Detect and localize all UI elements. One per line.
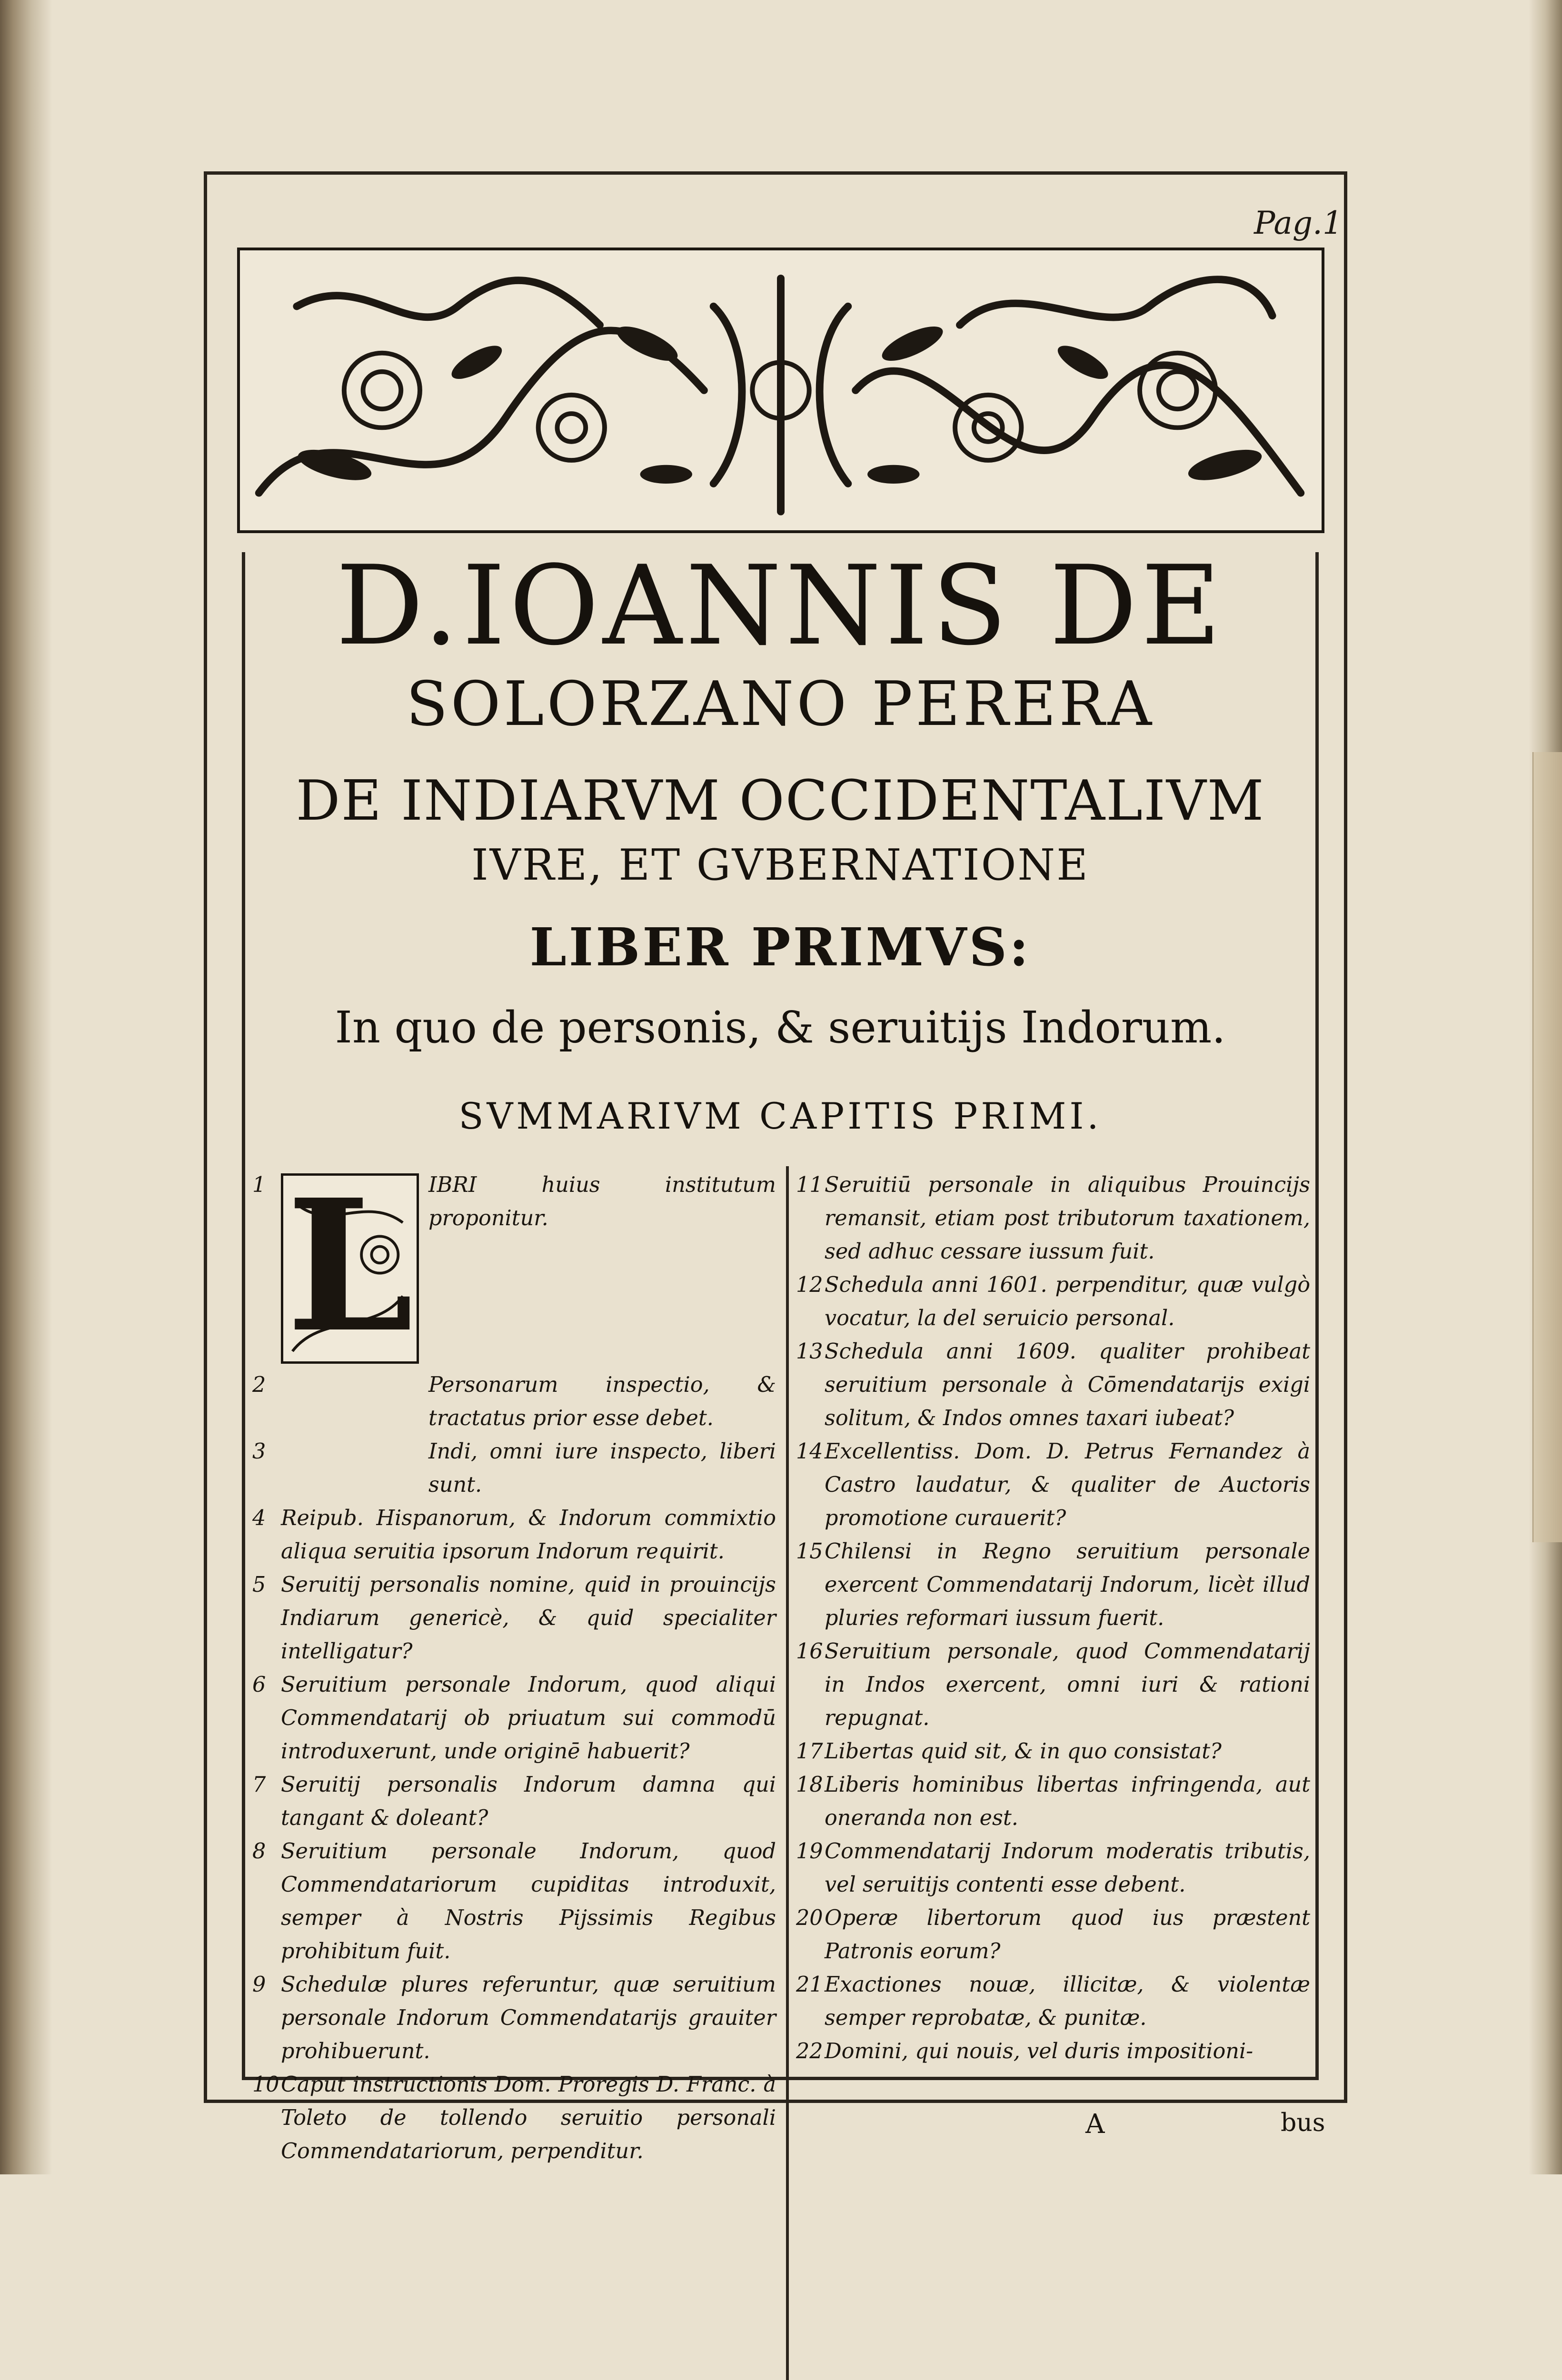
entry-number: 7 xyxy=(252,1773,266,1797)
summary-entry xyxy=(252,1568,776,1668)
summary-entry xyxy=(252,1835,776,1968)
entry-number: 20 xyxy=(796,1906,823,1930)
entry-number: 4 xyxy=(252,1506,266,1530)
entry-text: Seruitium personale, quod Commendatarij in Indos exercent, omni iuri & rationi repugnat. xyxy=(825,1639,1310,1730)
entry-text: Excellentiss. Dom. D. Petrus Fernandez à Castro laudatur, & qualiter de Auctoris promotione curauerit? xyxy=(825,1439,1310,1530)
summary-entry xyxy=(252,1768,776,1835)
entry-number: 2 xyxy=(252,1373,266,1397)
entry-text: Seruitiū personale in aliquibus Prouincijs remansit, etiam post tributorum taxationem, sed adhuc cessare iussum fuit. xyxy=(825,1173,1310,1264)
entry-text: Seruitij personalis nomine, quid in prouincijs Indiarum genericè, & quid specialiter intelligatur? xyxy=(281,1573,776,1664)
summary-entry xyxy=(796,1768,1310,1835)
entry-number: 3 xyxy=(252,1439,266,1464)
entry-text: Indi, omni iure inspecto, liberi sunt. xyxy=(428,1439,776,1497)
entry-number: 14 xyxy=(796,1439,823,1464)
work-title-line: DE INDIARVM OCCIDENTALIVM xyxy=(296,769,1265,833)
summary-entry xyxy=(796,1535,1310,1635)
book-description-line: In quo de personis, & seruitijs Indorum. xyxy=(335,1002,1226,1053)
summary-entry xyxy=(796,2035,1310,2068)
summary-entry xyxy=(252,1502,776,1568)
signature-mark: A xyxy=(1085,2109,1105,2140)
entry-number: 15 xyxy=(796,1539,823,1564)
ornamental-headpiece xyxy=(237,248,1324,533)
entry-number: 10 xyxy=(252,2073,279,2097)
entry-number: 6 xyxy=(252,1673,266,1697)
entry-number: 5 xyxy=(252,1573,266,1597)
chapter-summary-heading: SVMMARIVM CAPITIS PRIMI. xyxy=(458,1095,1102,1137)
entry-number: 8 xyxy=(252,1839,266,1864)
entry-text: Commendatarij Indorum moderatis tributis, vel seruitijs contenti esse debent. xyxy=(825,1839,1310,1897)
summary-entry xyxy=(252,1435,776,1502)
author-name-line: D.IOANNIS DE xyxy=(336,543,1225,670)
entry-text: Caput instructionis Dom. Proregis D. Franc. à Toleto de tollendo seruitio personali Commendatariorum, perpenditur. xyxy=(281,2073,776,2163)
summary-entry xyxy=(796,1635,1310,1735)
catchword: bus xyxy=(1281,2109,1325,2137)
entry-text: Seruitium personale Indorum, quod Commendatariorum cupiditas introduxit, semper à Nostris Pijssimis Regibus prohibitum fuit. xyxy=(281,1839,776,1964)
decorated-initial xyxy=(281,1173,419,1364)
entry-number: 16 xyxy=(796,1639,823,1664)
entry-number: 12 xyxy=(796,1273,823,1297)
binding-tab xyxy=(1532,752,1562,1542)
entry-number: 18 xyxy=(796,1773,823,1797)
initial-letter: L xyxy=(286,1173,414,1364)
entry-text: IBRI huius institutum proponitur. xyxy=(428,1173,776,1230)
entry-number: 1 xyxy=(252,1173,266,1197)
entry-text: Schedulæ plures referuntur, quæ seruitium personale Indorum Commendatarijs grauiter prohibuerunt. xyxy=(281,1973,776,2063)
summary-entry xyxy=(796,1169,1310,1269)
book-number-heading: LIBER PRIMVS: xyxy=(529,916,1031,978)
entry-number: 21 xyxy=(796,1973,823,1997)
entry-text: Domini, qui nouis, vel duris impositioni- xyxy=(825,2039,1254,2063)
entry-number: 9 xyxy=(252,1973,266,1997)
summary-column-right xyxy=(796,1169,1310,2068)
entry-text: Seruitium personale Indorum, quod aliqui Commendatarij ob priuatum sui commodū introduxerunt, unde originē habuerit? xyxy=(281,1673,776,1764)
entry-text: Operæ libertorum quod ius præstent Patronis eorum? xyxy=(825,1906,1310,1964)
summary-entry xyxy=(796,1968,1310,2035)
entry-number: 22 xyxy=(796,2039,823,2063)
entry-number: 11 xyxy=(796,1173,823,1197)
summary-entry xyxy=(252,1368,776,1435)
column-divider xyxy=(786,1166,789,2380)
entry-text: Schedula anni 1601. perpenditur, quæ vulgò vocatur, la del seruicio personal. xyxy=(825,1273,1310,1330)
entry-number: 19 xyxy=(796,1839,823,1864)
author-surname-line: SOLORZANO PERERA xyxy=(406,669,1155,740)
summary-entry xyxy=(796,1335,1310,1435)
work-subtitle-line: IVRE, ET GVBERNATIONE xyxy=(471,840,1089,890)
summary-entry xyxy=(252,2068,776,2168)
entry-text: Seruitij personalis Indorum damna qui tangant & doleant? xyxy=(281,1773,776,1830)
summary-entry xyxy=(252,1668,776,1768)
summary-entry xyxy=(796,1435,1310,1535)
entry-text: Chilensi in Regno seruitium personale exercent Commendatarij Indorum, licèt illud pluries reformari iussum fuerit. xyxy=(825,1539,1310,1630)
summary-column-left xyxy=(252,1169,776,2168)
book-spine-shadow xyxy=(0,0,52,2174)
entry-text: Personarum inspectio, & tractatus prior esse debet. xyxy=(428,1373,776,1430)
entry-number: 17 xyxy=(796,1739,823,1764)
page-number: Pag.1 xyxy=(1254,205,1343,241)
entry-text: Exactiones nouæ, illicitæ, & violentæ semper reprobatæ, & punitæ. xyxy=(825,1973,1310,2030)
summary-entry xyxy=(252,1169,776,1368)
foliage-ornament-icon xyxy=(240,250,1322,530)
entry-text: Schedula anni 1609. qualiter prohibeat seruitium personale à Cōmendatarijs exigi solitum, & Indos omnes taxari iubeat? xyxy=(825,1339,1310,1430)
entry-text: Reipub. Hispanorum, & Indorum commixtio aliqua seruitia ipsorum Indorum requirit. xyxy=(281,1506,776,1564)
entry-number: 13 xyxy=(796,1339,823,1364)
summary-entry xyxy=(796,1269,1310,1335)
summary-entry xyxy=(796,1735,1310,1768)
entry-text: Liberis hominibus libertas infringenda, aut oneranda non est. xyxy=(825,1773,1310,1830)
entry-text: Libertas quid sit, & in quo consistat? xyxy=(825,1739,1222,1764)
summary-entry xyxy=(252,1968,776,2068)
summary-entry xyxy=(796,1902,1310,1968)
summary-entry xyxy=(796,1835,1310,1902)
